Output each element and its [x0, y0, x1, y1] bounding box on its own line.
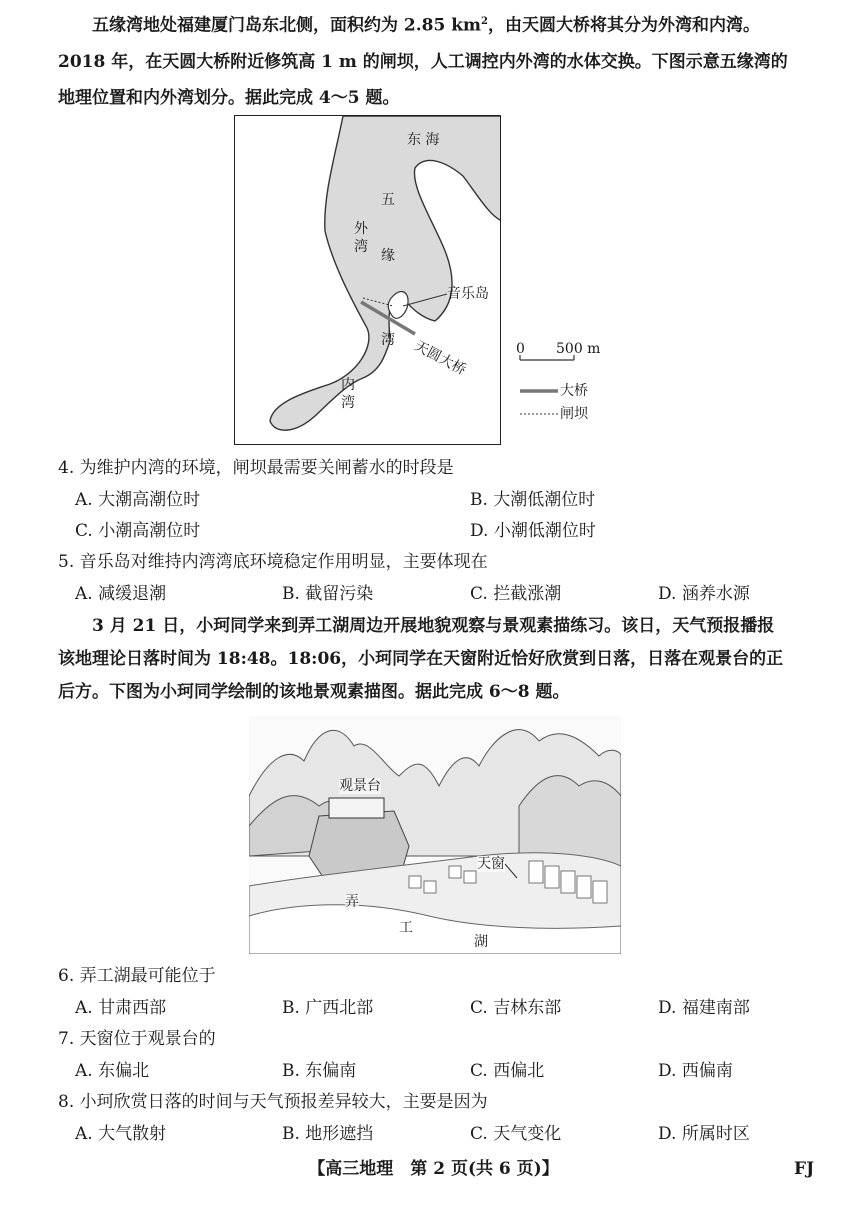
outer-bay-char-1: 外 — [354, 221, 368, 237]
intro1-line3: 地理位置和内外湾划分。据此完成 4～5 题。 — [58, 88, 400, 108]
q4-option-c[interactable]: C. 小潮高潮位时 — [75, 521, 201, 541]
building — [464, 871, 476, 883]
footer-region-code: FJ — [794, 1159, 815, 1179]
q8-stem: 8. 小珂欣赏日落的时间与天气预报差异较大，主要是因为 — [58, 1092, 488, 1112]
wan-label: 湾 — [381, 332, 395, 348]
legend-dam-label: 闸坝 — [560, 406, 588, 422]
lake-char-1: 弄 — [345, 894, 359, 910]
q8-option-b[interactable]: B. 地形遮挡 — [282, 1124, 374, 1144]
inner-bay-label — [340, 376, 356, 412]
bridge-name-label: 天圆大桥 — [411, 338, 469, 379]
building — [529, 861, 543, 883]
building — [561, 871, 575, 893]
wu-label: 五 — [381, 192, 395, 208]
viewing-platform-label: 观景台 — [339, 778, 381, 794]
building — [424, 881, 436, 893]
q8-option-a[interactable]: A. 大气散射 — [75, 1124, 167, 1144]
q7-option-a[interactable]: A. 东偏北 — [75, 1061, 150, 1081]
yuan-label: 缘 — [381, 248, 395, 264]
intro1-line1-text: 五缘湾地处福建厦门岛东北侧，面积约为 2.85 km — [92, 15, 482, 36]
q6-option-c[interactable]: C. 吉林东部 — [470, 998, 562, 1018]
lake-char-3: 湖 — [474, 934, 488, 950]
q6-option-a[interactable]: A. 甘肃西部 — [75, 998, 167, 1018]
intro2-line3: 后方。下图为小珂同学绘制的该地景观素描图。据此完成 6～8 题。 — [58, 682, 570, 702]
q5-option-c[interactable]: C. 拦截涨潮 — [470, 584, 562, 604]
inner-bay-char-2: 湾 — [341, 395, 355, 411]
q5-option-b[interactable]: B. 截留污染 — [282, 584, 374, 604]
intro1-line1-text-b: ，由天圆大桥将其分为外湾和内湾。 — [487, 15, 760, 36]
q5-option-d[interactable]: D. 涵养水源 — [658, 584, 750, 604]
q6-stem: 6. 弄工湖最可能位于 — [58, 966, 216, 986]
superscript-2: 2 — [481, 16, 488, 27]
q7-option-d[interactable]: D. 西偏南 — [658, 1061, 733, 1081]
building — [449, 866, 461, 878]
building — [409, 876, 421, 888]
legend-bridge-label: 大桥 — [560, 383, 588, 399]
sea-area — [270, 116, 501, 430]
intro2-line1: 3 月 21 日，小珂同学来到弄工湖周边开展地貌观察与景观素描练习。该日，天气预报播报 — [92, 616, 775, 636]
q4-option-d[interactable]: D. 小潮低潮位时 — [470, 521, 596, 541]
footer-page-info: 【高三地理 第 2 页(共 6 页)】 — [308, 1159, 559, 1179]
viewing-platform-structure — [329, 798, 384, 818]
q6-option-b[interactable]: B. 广西北部 — [282, 998, 374, 1018]
q5-option-a[interactable]: A. 减缓退潮 — [75, 584, 167, 604]
map-legend — [514, 338, 624, 430]
q4-option-b[interactable]: B. 大潮低潮位时 — [470, 490, 596, 510]
inner-bay-char-1: 内 — [341, 377, 355, 393]
music-island-label: 音乐岛 — [447, 286, 489, 302]
wuyuan-bay-map — [234, 115, 501, 445]
intro1-line2: 2018 年，在天圆大桥附近修筑高 1 m 的闸坝，人工调控内外湾的水体交换。下图示意五缘湾的 — [58, 52, 788, 72]
landscape-sketch — [249, 716, 621, 954]
q7-option-b[interactable]: B. 东偏南 — [282, 1061, 357, 1081]
map-drawing — [235, 116, 501, 445]
q4-stem: 4. 为维护内湾的环境，闸坝最需要关闸蓄水的时段是 — [58, 458, 454, 478]
intro2-line2: 该地理论日落时间为 18:48。18:06，小珂同学在天窗附近恰好欣赏到日落，日落在观景台的正 — [58, 649, 784, 669]
outer-bay-char-2: 湾 — [354, 239, 368, 255]
intro1-line1 — [92, 6, 760, 42]
building — [593, 881, 607, 903]
q7-option-c[interactable]: C. 西偏北 — [470, 1061, 545, 1081]
q4-option-a[interactable]: A. 大潮高潮位时 — [75, 490, 201, 510]
q8-option-c[interactable]: C. 天气变化 — [470, 1124, 562, 1144]
q6-option-d[interactable]: D. 福建南部 — [658, 998, 750, 1018]
building — [577, 876, 591, 898]
outer-bay-label — [353, 220, 369, 256]
q8-option-d[interactable]: D. 所属时区 — [658, 1124, 750, 1144]
scale-value-label: 500 m — [556, 341, 601, 357]
scale-zero-label: 0 — [516, 341, 525, 357]
q5-stem: 5. 音乐岛对维持内湾湾底环境稳定作用明显，主要体现在 — [58, 552, 488, 572]
sketch-drawing — [249, 716, 621, 954]
q7-stem: 7. 天窗位于观景台的 — [58, 1029, 216, 1049]
skylight-label: 天窗 — [477, 856, 505, 872]
sea-label: 东 海 — [407, 132, 440, 148]
building — [545, 866, 559, 888]
lake-char-2: 工 — [399, 920, 413, 936]
